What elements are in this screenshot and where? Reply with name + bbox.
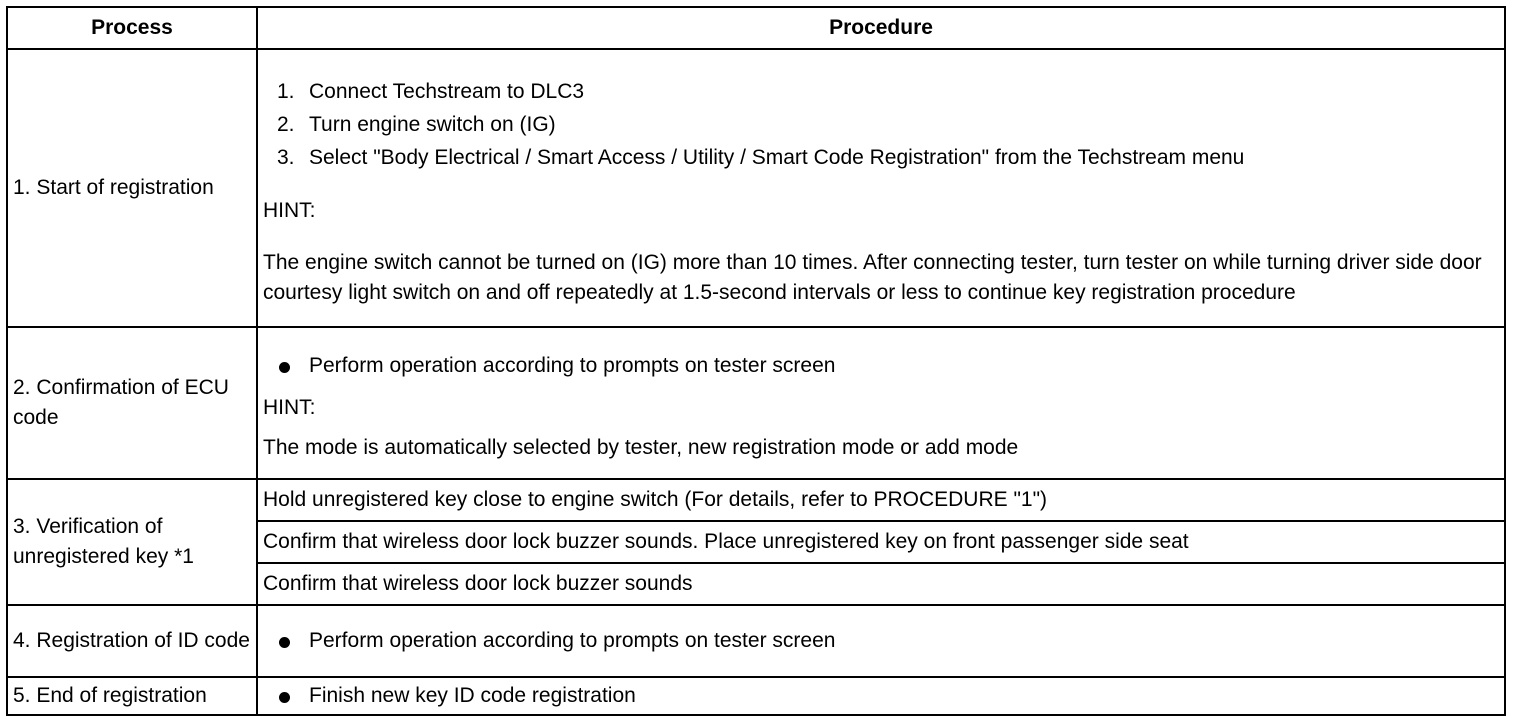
- procedure-cell: Confirm that wireless door lock buzzer sounds: [257, 563, 1505, 605]
- bullet-text: Perform operation according to prompts on tester screen: [309, 629, 836, 652]
- bullet-text: Finish new key ID code registration: [309, 684, 636, 707]
- hint-text: The engine switch cannot be turned on (IG) more than 10 times. After connecting tester, turn tester on while turning driver side door courtesy light switch on and off repeatedly at 1.5-second intervals or less to continue key registration procedure: [263, 250, 1482, 304]
- process-cell: 1. Start of registration: [7, 49, 257, 327]
- header-process: Process: [7, 7, 257, 49]
- procedure-cell: Hold unregistered key close to engine switch (For details, refer to PROCEDURE "1"): [257, 479, 1505, 521]
- step-number: 3.: [277, 145, 295, 169]
- list-item: [309, 626, 1499, 656]
- process-cell: 3. Verification of unregistered key *1: [7, 479, 257, 605]
- list-item: [277, 108, 1499, 141]
- step-number: 1.: [277, 79, 295, 103]
- step-text: Turn engine switch on (IG): [309, 112, 556, 136]
- process-cell: 4. Registration of ID code: [7, 605, 257, 677]
- step-text: Connect Techstream to DLC3: [309, 79, 585, 103]
- bullet-icon: [279, 362, 290, 373]
- bullet-list: [263, 681, 1499, 711]
- list-item: [277, 141, 1499, 174]
- process-cell: 5. End of registration: [7, 677, 257, 715]
- bullet-list: [263, 351, 1499, 381]
- step-number: 2.: [277, 112, 295, 136]
- header-procedure: Procedure: [257, 7, 1505, 49]
- hint-text: The mode is automatically selected by tester, new registration mode or add mode: [263, 436, 1019, 459]
- hint-label: HINT:: [263, 198, 316, 222]
- procedure-table: [6, 6, 1506, 716]
- table-header-row: [7, 7, 1505, 49]
- procedure-cell: [257, 605, 1505, 677]
- table-row: [7, 605, 1505, 677]
- table-row: [7, 479, 1505, 521]
- step-list: [263, 75, 1499, 174]
- list-item: [309, 681, 1499, 711]
- bullet-icon: [279, 637, 290, 648]
- hint-label: HINT:: [263, 396, 316, 419]
- step-text: Select "Body Electrical / Smart Access / Utility / Smart Code Registration" from the Techstream menu: [309, 145, 1245, 169]
- procedure-cell: [257, 49, 1505, 327]
- procedure-cell: [257, 327, 1505, 479]
- bullet-list: [263, 626, 1499, 656]
- bullet-icon: [279, 692, 290, 703]
- bullet-text: Perform operation according to prompts on tester screen: [309, 354, 836, 377]
- list-item: [277, 75, 1499, 108]
- table-row: [7, 49, 1505, 327]
- list-item: [309, 351, 1499, 381]
- procedure-cell: Confirm that wireless door lock buzzer sounds. Place unregistered key on front passenger side seat: [257, 521, 1505, 563]
- table-row: [7, 327, 1505, 479]
- process-cell: 2. Confirmation of ECU code: [7, 327, 257, 479]
- procedure-cell: [257, 677, 1505, 715]
- table-row: [7, 677, 1505, 715]
